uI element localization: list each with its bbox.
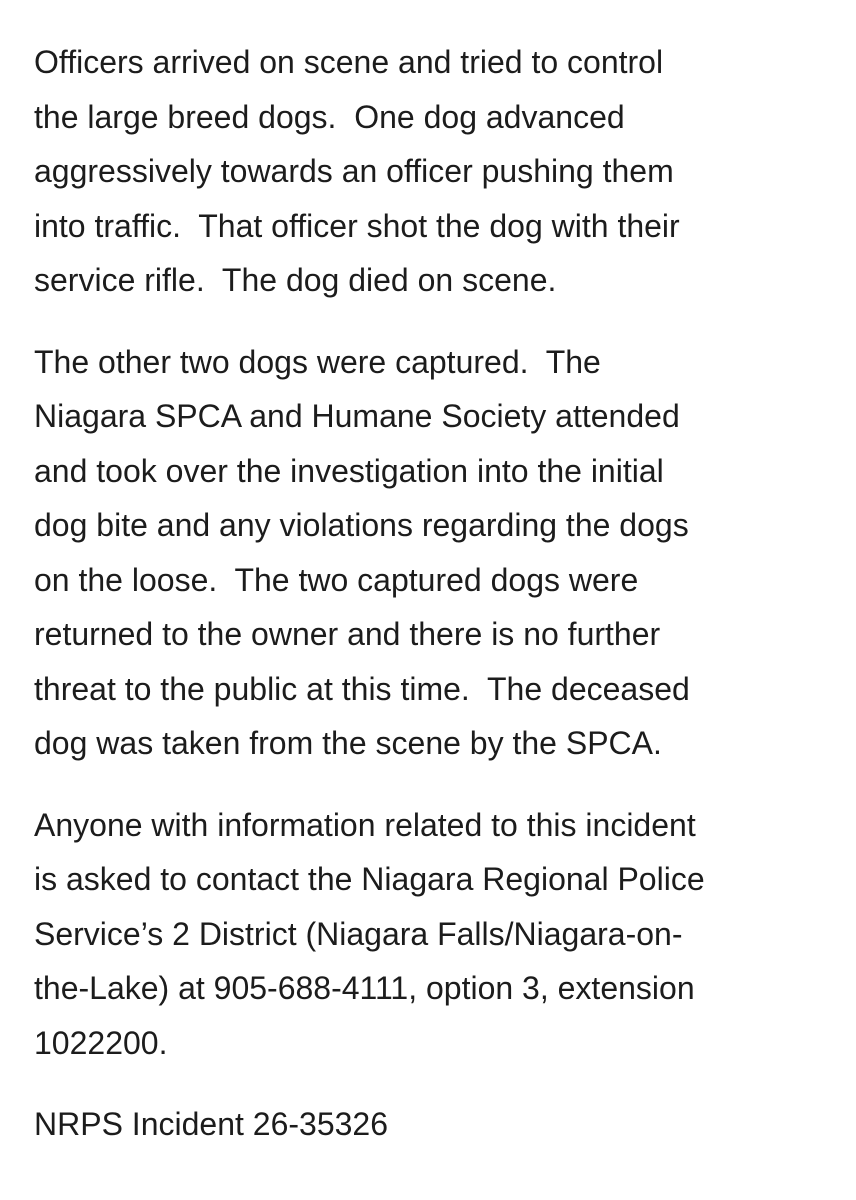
paragraph-contact-info bbox=[34, 798, 834, 1071]
text-line: Officers arrived on scene and tried to control bbox=[34, 44, 664, 80]
text-line: 1022200. bbox=[34, 1024, 168, 1061]
text-line: Service’s 2 District (Niagara Falls/Niagara-on- bbox=[34, 915, 683, 952]
text-line: aggressively towards an officer pushing them bbox=[34, 153, 674, 189]
text-line: Anyone with information related to this incident bbox=[34, 806, 696, 843]
paragraph-gap bbox=[34, 308, 834, 335]
paragraph-gap bbox=[34, 1070, 834, 1097]
paragraph-incident-number bbox=[34, 1097, 834, 1152]
text-line: the large breed dogs. One dog advanced bbox=[34, 98, 625, 135]
text-line: is asked to contact the Niagara Regional Police bbox=[34, 861, 705, 897]
text-line: into traffic. That officer shot the dog with their bbox=[34, 207, 680, 244]
text-line: and took over the investigation into the initial bbox=[34, 452, 664, 489]
paragraph-gap bbox=[34, 771, 834, 798]
text-line: returned to the owner and there is no further bbox=[34, 616, 661, 652]
paragraph-officers-arrived bbox=[34, 35, 834, 308]
text-line: dog was taken from the scene by the SPCA. bbox=[34, 725, 662, 761]
text-line: the-Lake) at 905-688-4111, option 3, extension bbox=[34, 970, 695, 1006]
text-line: Niagara SPCA and Humane Society attended bbox=[34, 398, 680, 434]
text-line: dog bite and any violations regarding the dogs bbox=[34, 507, 689, 543]
text-line: The other two dogs were captured. The bbox=[34, 343, 601, 380]
text-line: threat to the public at this time. The deceased bbox=[34, 670, 690, 707]
paragraph-dogs-captured bbox=[34, 335, 834, 771]
text-line: on the loose. The two captured dogs were bbox=[34, 561, 639, 598]
incident-number: NRPS Incident 26-35326 bbox=[34, 1106, 388, 1142]
text-line: service rifle. The dog died on scene. bbox=[34, 262, 557, 298]
press-release-text bbox=[34, 35, 834, 1152]
